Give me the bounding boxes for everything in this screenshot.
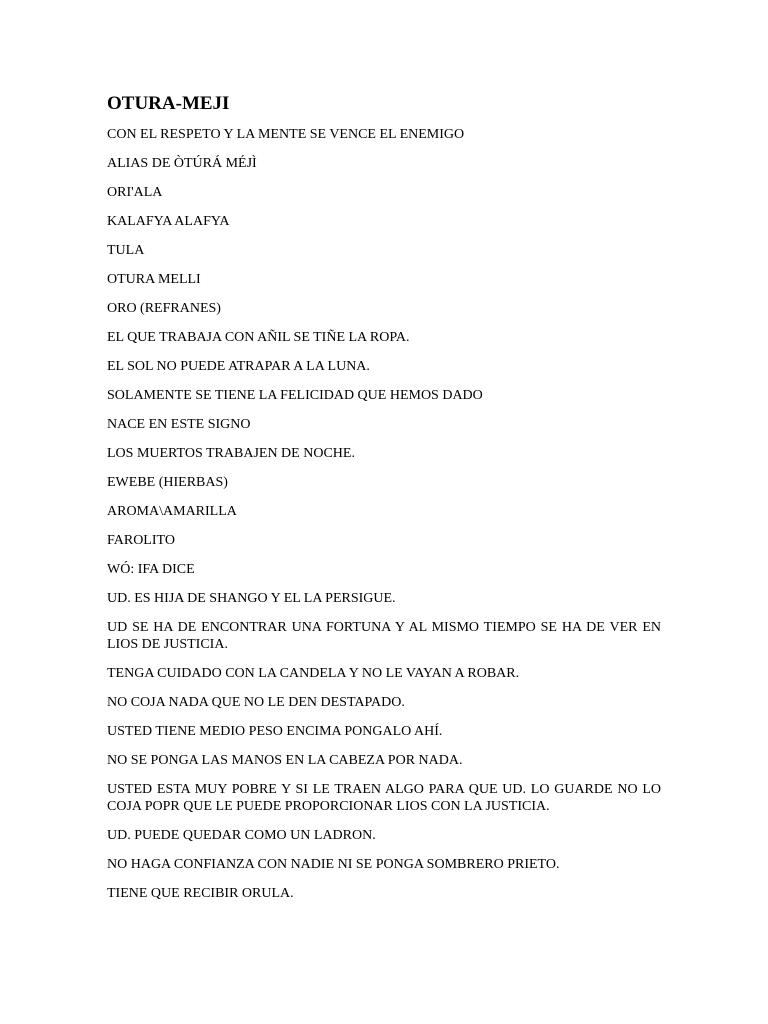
document-line: SOLAMENTE SE TIENE LA FELICIDAD QUE HEMOS DADO bbox=[107, 388, 483, 403]
document-title: OTURA-MEJI bbox=[107, 93, 230, 114]
document-line: NO COJA NADA QUE NO LE DEN DESTAPADO. bbox=[107, 695, 405, 710]
document-lines bbox=[107, 126, 661, 902]
document-line: USTED ESTA MUY POBRE Y SI LE TRAEN ALGO PARA QUE UD. LO GUARDE NO LO COJA POPR QUE LE PUEDE PROPORCIONAR LIOS CON LA JUSTICIA. bbox=[107, 782, 661, 814]
document-line: UD SE HA DE ENCONTRAR UNA FORTUNA Y AL MISMO TIEMPO SE HA DE VER EN LIOS DE JUSTICIA. bbox=[107, 620, 661, 652]
document-line: USTED TIENE MEDIO PESO ENCIMA PONGALO AHÍ. bbox=[107, 724, 443, 739]
document-line: ORO (REFRANES) bbox=[107, 301, 221, 316]
document-line: EWEBE (HIERBAS) bbox=[107, 475, 228, 490]
document-line: EL SOL NO PUEDE ATRAPAR A LA LUNA. bbox=[107, 359, 370, 374]
document-line: ORI'ALA bbox=[107, 185, 163, 200]
document-line: UD. ES HIJA DE SHANGO Y EL LA PERSIGUE. bbox=[107, 591, 396, 606]
document-line: KALAFYA ALAFYA bbox=[107, 214, 230, 229]
document-line: LOS MUERTOS TRABAJEN DE NOCHE. bbox=[107, 446, 355, 461]
document-line: TULA bbox=[107, 243, 145, 258]
document-line: UD. PUEDE QUEDAR COMO UN LADRON. bbox=[107, 828, 376, 843]
document-line: FAROLITO bbox=[107, 533, 175, 548]
document-line: NACE EN ESTE SIGNO bbox=[107, 417, 251, 432]
document-line: ALIAS DE ÒTÚRÁ MÉJÌ bbox=[107, 156, 257, 171]
document-content bbox=[107, 92, 661, 914]
document-line: TENGA CUIDADO CON LA CANDELA Y NO LE VAYAN A ROBAR. bbox=[107, 666, 520, 681]
document-line: CON EL RESPETO Y LA MENTE SE VENCE EL ENEMIGO bbox=[107, 127, 465, 142]
document-line: OTURA MELLI bbox=[107, 272, 201, 287]
document-line: NO SE PONGA LAS MANOS EN LA CABEZA POR NADA. bbox=[107, 753, 463, 768]
document-line: NO HAGA CONFIANZA CON NADIE NI SE PONGA SOMBRERO PRIETO. bbox=[107, 857, 560, 872]
document-line: AROMA\AMARILLA bbox=[107, 504, 237, 519]
document-line: WÓ: IFA DICE bbox=[107, 562, 195, 577]
document-line: TIENE QUE RECIBIR ORULA. bbox=[107, 886, 294, 901]
document-line: EL QUE TRABAJA CON AÑIL SE TIÑE LA ROPA. bbox=[107, 330, 410, 345]
